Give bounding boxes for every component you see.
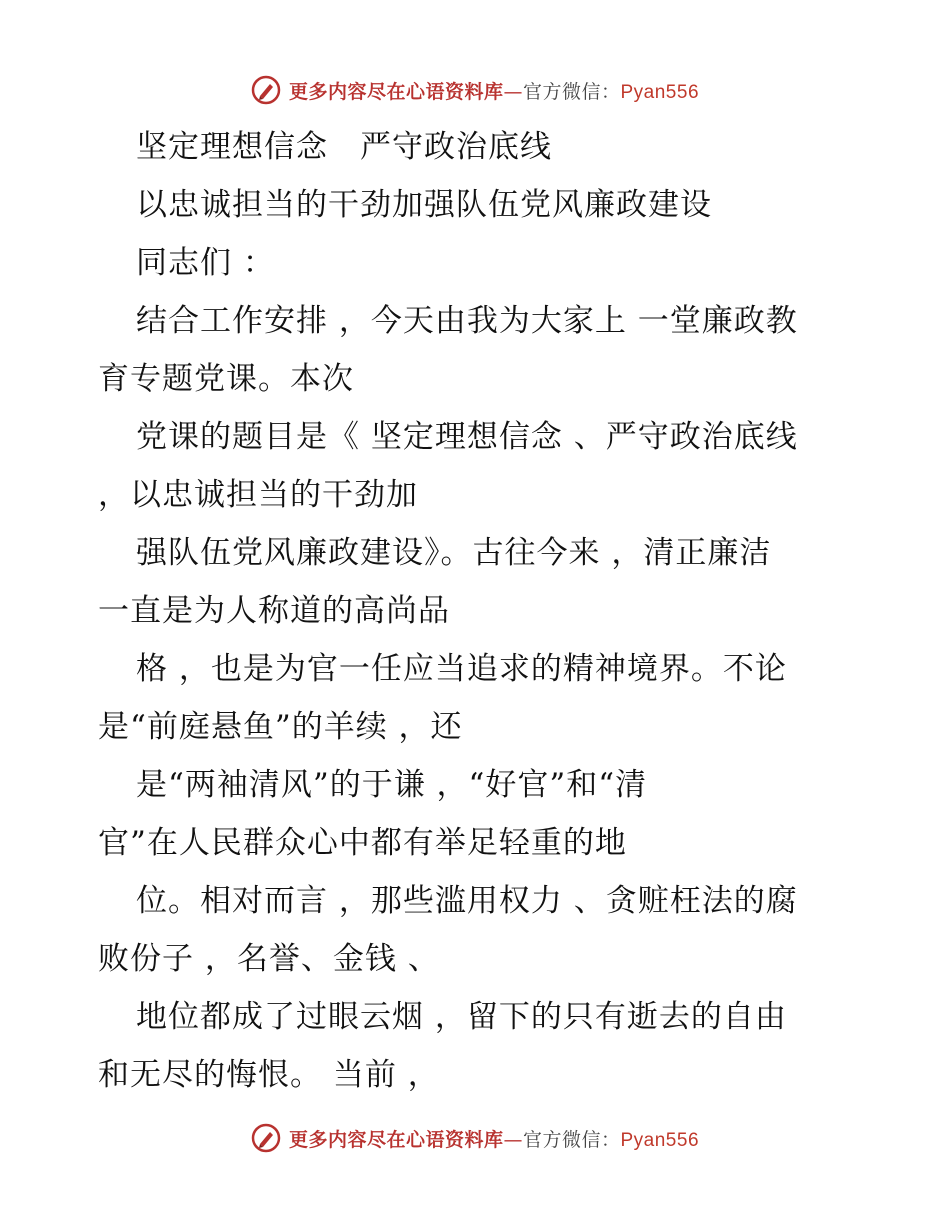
paragraph-line: 结合工作安排 ，今天由我为大家上 一堂廉政教 (136, 303, 798, 339)
paragraph-line: 育专题党课。本次 (98, 361, 354, 397)
document-title: 坚定理想信念 严守政治底线 (136, 129, 552, 165)
paragraph-line: 地位都成了过眼云烟 ，留下的只有逝去的自由 (136, 999, 787, 1035)
document-body (98, 118, 858, 1104)
paragraph-line: 是“两袖清风”的于谦 ，“好官”和“清 (136, 767, 648, 803)
paragraph-line: 位。相对而言 ，那些滥用权力 、贪赃枉法的腐 (136, 883, 798, 919)
paragraph-line: 败份子 ，名誉、金钱 、 (98, 941, 440, 977)
paragraph-line: 一直是为人称道的高尚品 (98, 593, 450, 629)
paragraph-line: 党课的题目是《 坚定理想信念 、严守政治底线 (136, 419, 798, 455)
paragraph-line: 是“前庭悬鱼”的羊续 ，还 (98, 709, 463, 745)
paragraph-line: 格 ，也是为官一任应当追求的精神境界。不论 (136, 651, 787, 687)
footer-watermark (0, 1118, 950, 1158)
salutation: 同志们 ： (136, 245, 275, 281)
watermark-dash: — (503, 1128, 523, 1151)
pen-logo-icon (251, 1123, 281, 1153)
pen-logo-icon (251, 75, 281, 105)
watermark-dash: — (503, 80, 523, 103)
paragraph-line: 和无尽的悔恨。 当前 ， (98, 1057, 440, 1093)
watermark-brand: 更多内容尽在心语资料库 (288, 80, 504, 103)
watermark-text (289, 77, 699, 104)
header-watermark (0, 70, 950, 110)
paragraph-line: ，以忠诚担当的干劲加 (98, 477, 418, 513)
watermark-wechat-id: Pyan556 (620, 1129, 700, 1151)
watermark-brand: 更多内容尽在心语资料库 (288, 1128, 504, 1151)
watermark-wechat-id: Pyan556 (620, 81, 700, 103)
watermark-text (289, 1125, 699, 1152)
document-subtitle: 以忠诚担当的干劲加强队伍党风廉政建设 (136, 187, 712, 223)
paragraph-line: 官”在人民群众心中都有举足轻重的地 (98, 825, 627, 861)
paragraph-line: 强队伍党风廉政建设》。古往今来 ，清正廉洁 (136, 535, 772, 571)
watermark-label: 官方微信： (522, 1128, 621, 1151)
watermark-label: 官方微信： (522, 80, 621, 103)
